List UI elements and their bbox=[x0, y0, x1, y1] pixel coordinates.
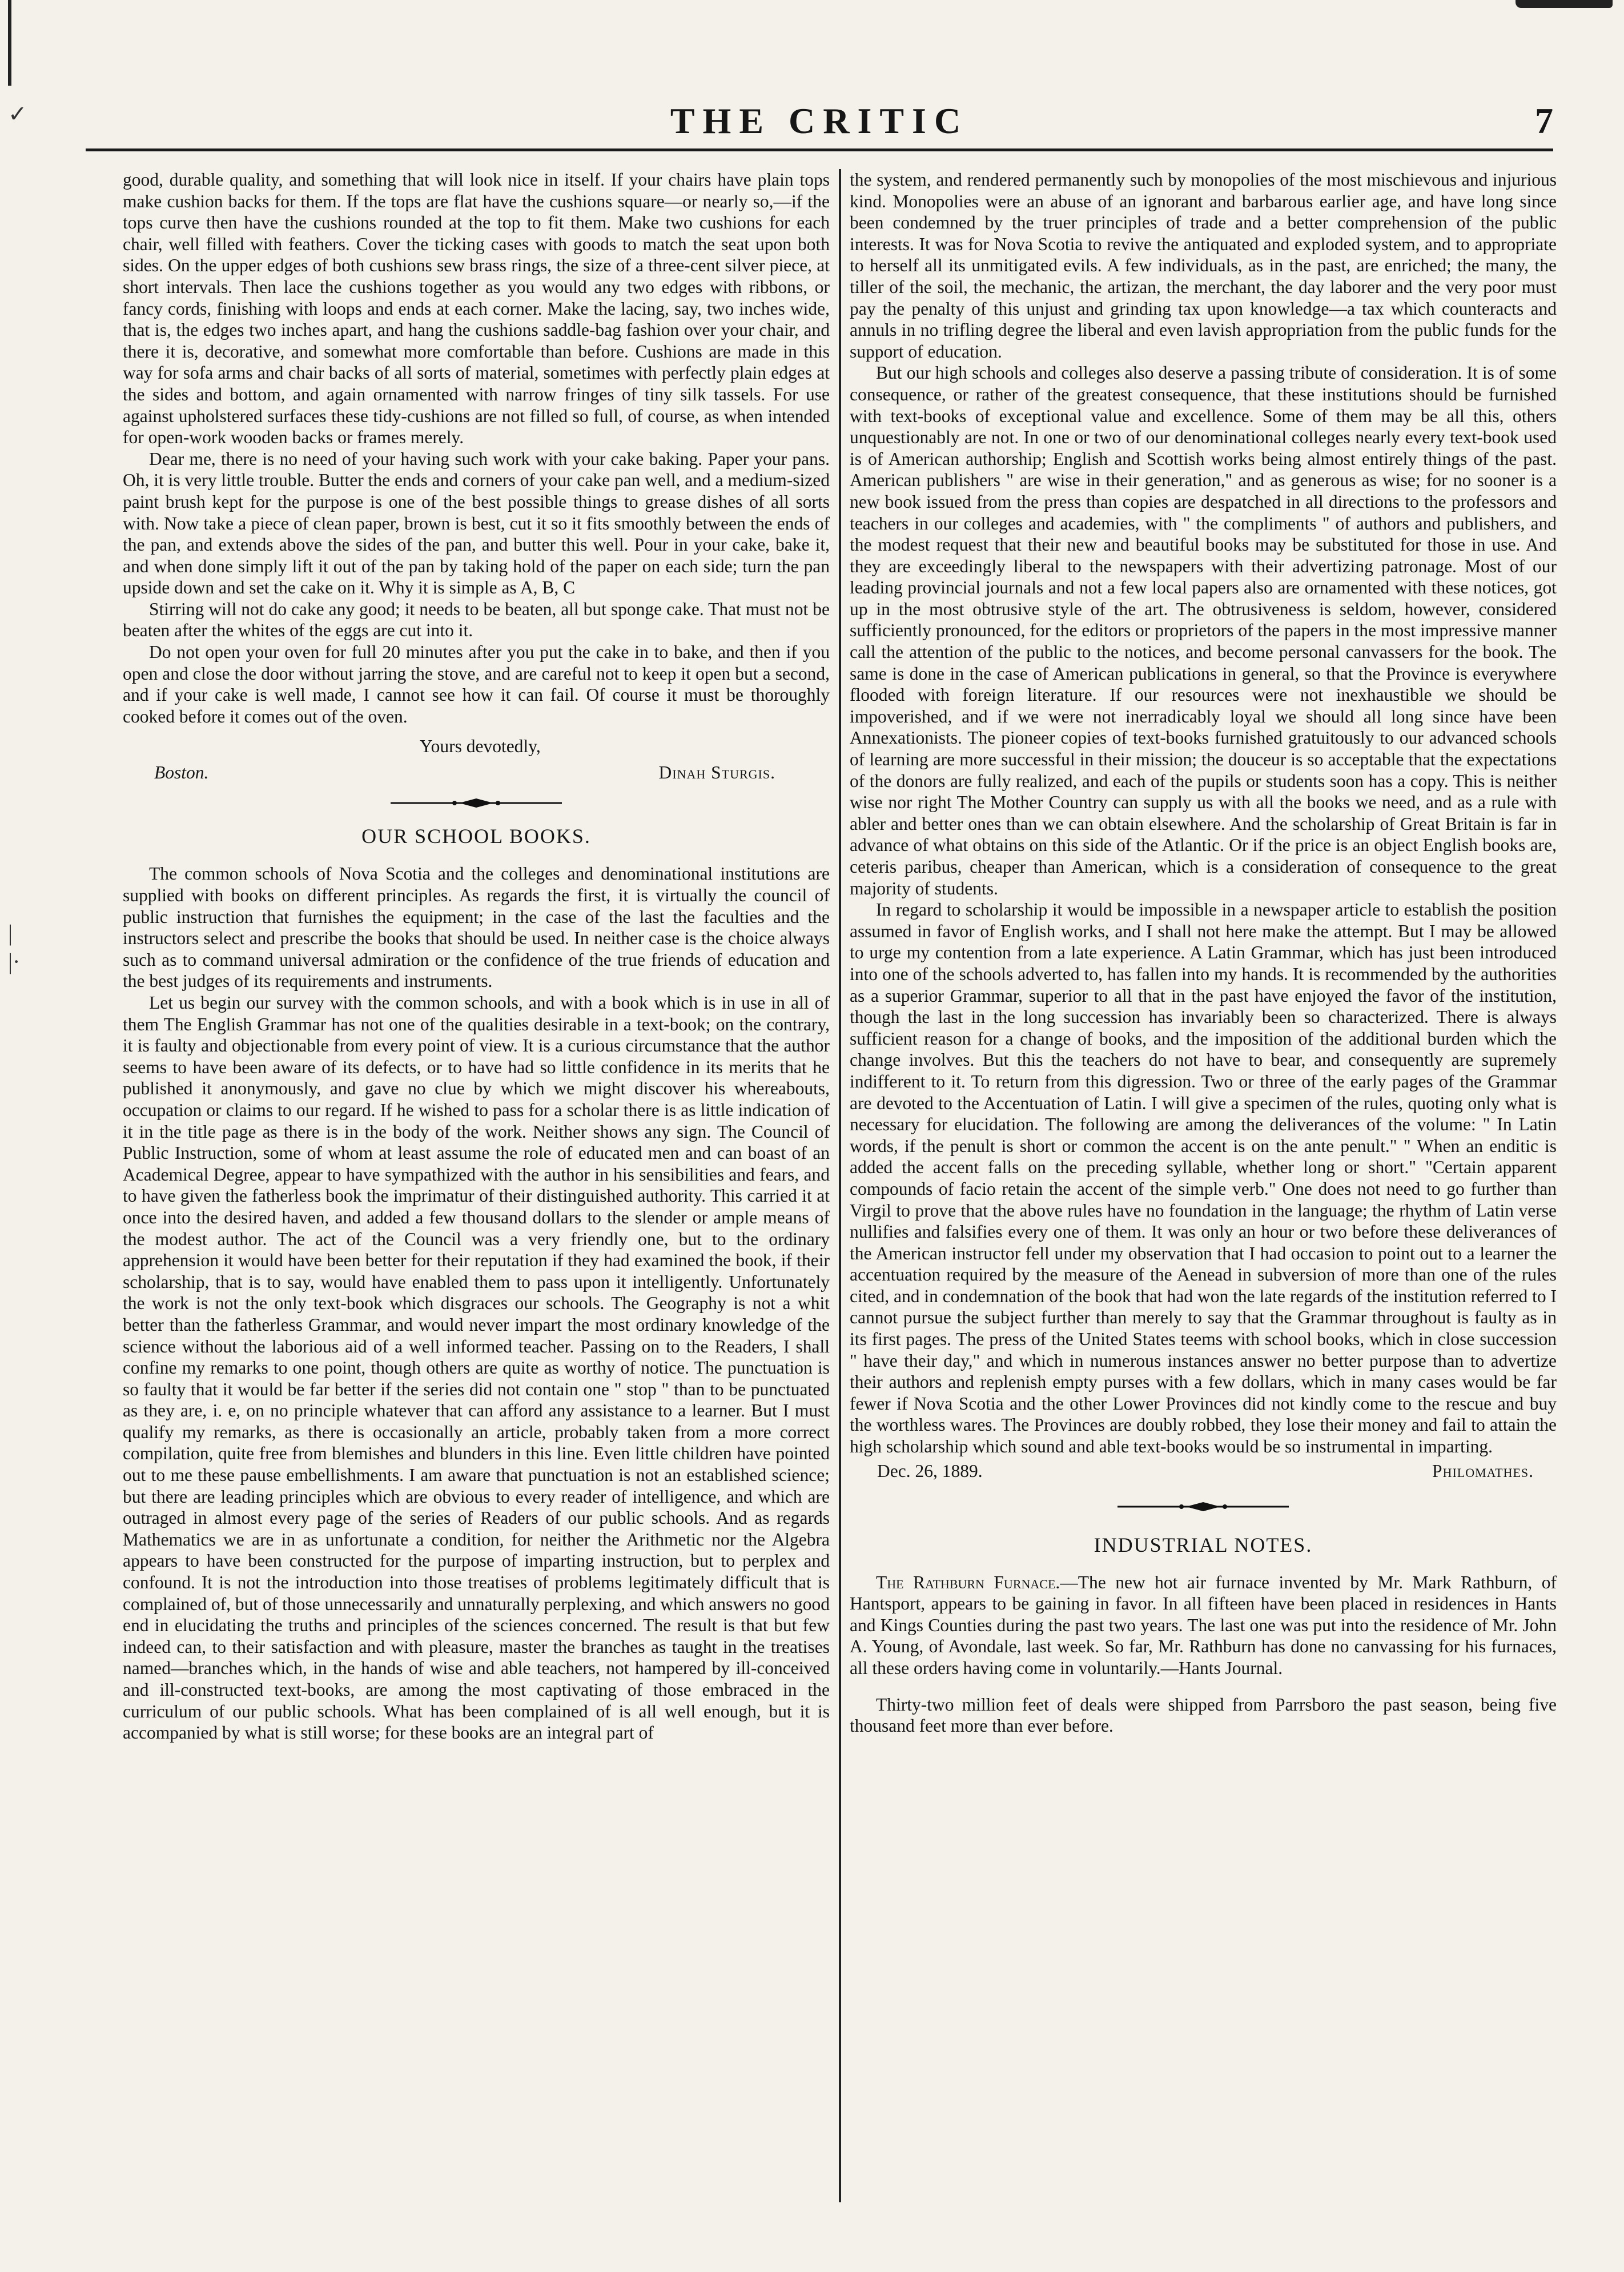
article-signature: Philomathes. bbox=[1432, 1460, 1534, 1481]
print-mark bbox=[1516, 0, 1613, 8]
letter-closing bbox=[123, 735, 830, 784]
ornament-rule-icon bbox=[1117, 1501, 1289, 1512]
article-paragraph: the system, and rendered permanently such by monopolies of the most mischievous and injurious kind. Monopolies were an abuse of an ignorant and barbarous earlier age, and have long since been condemned by the truer principles of trade and a better comprehension of the public interests. It was for Nova Scotia to revive the antiquated and exploded system, and to appropriate to herself all its unmitigated evils. A few individuals, as in the past, are enriched; the many, the tiller of the soil, the mechanic, the artizan, the merchant, the day laborer and the very poor must pay the penalty of this unjust and grinding tax upon knowledge—a tax which counteracts and annuls in no trifling degree the liberal and even lavish appropriation from the public funds for the support of education. bbox=[850, 170, 1557, 362]
article-paragraph: Do not open your oven for full 20 minutes after you put the cake in to bake, and then if you open and close the door without jarring the stove, and are careful not to keep it open but a second, and if your cake is well made, I cannot see how it can fail. Of course it must be thoroughly cooked before it comes out of the oven. bbox=[123, 642, 830, 726]
signature-row bbox=[123, 761, 830, 784]
article-paragraph: In regard to scholarship it would be impossible in a newspaper article to establish the position assumed in favor of English works, and I shall not here make the attempt. But I may be allowed to urge my contention from a late experience. A Latin Grammar, which has just been introduced into one of the schools adverted to, has fallen into my hands. It is recommended by the authorities as a superior Grammar, superior to all that in the past have enjoyed the favor of the institution, though the last in the long succession has invariably been so characterized. There is always sufficient reason for a change of books, and the imposition of the additional burden which the change involves. But this the teachers do not have to bear, and consequently are supremely indifferent to it. To return from this digression. Two or three of the early pages of the Grammar are devoted to the Accentuation of Latin. I will give a specimen of the rules, quoting only what is necessary for elucidation. The following are among the deliverances of the volume: " In Latin words, if the penult is short or common the accent is on the ante penult." " When an enditic is added the accent falls on the preceding syllable, whether long or short." "Certain apparent compounds of facio retain the accent of the simple verb." One does not need to go further than Virgil to prove that the above rules have no foundation in the language; the rhythm of Latin verse nullifies and falsifies every one of them. It was only an hour or two before these deliverances of the American instructor fell under my observation that I had occasion to point out to a learner the accentuation required by the measure of the Aenead in subversion of more than one of the rules cited, and in condemnation of the book that had won the late regards of the institution referred to I cannot pursue the subject further than merely to say that the Grammar throughout is faulty as in its first pages. The press of the United States teems with school books, which in close succession " have their day," and which in numerous instances answer no better purpose than to advertize their authors and replenish empty purses with a few dollars, which in many cases would be far fewer if Nova Scotia and the other Lower Provinces did not kindly come to the rescue and buy the worthless wares. The Provinces are doubly robbed, they lose their money and fail to attain the high scholarship which sound and able text-books would be so instrumental in imparting. bbox=[850, 900, 1557, 1457]
article-paragraph: Dear me, there is no need of your having such work with your cake baking. Paper your pans. Oh, it is very little trouble. Butter the ends and corners of your cake pan well, and a medium-sized paint brush kept for the purpose is one of the best possible things to grease dishes of all sorts with. Now take a piece of clean paper, brown is best, cut it so it fits smoothly between the ends of the pan, and extends above the sides of the pan, and butter this well. Pour in your cake, bake it, and when done simply lift it out of the pan by taking hold of the paper on each side; turn the pan upside down and set the cake on it. Why it is simple as A, B, C bbox=[123, 448, 830, 598]
publication-title: THE CRITIC bbox=[670, 101, 969, 141]
article-paragraph: The common schools of Nova Scotia and the colleges and denominational institutions are supplied with books on different principles. As regards the first, it is virtually the council of public instruction that furnishes the equipment; in the case of the last the faculties and the instructors select and prescribe the books that should be used. In neither case is the choice always such as to command universal admiration or the confidence of the true friends of education and the best judges of its requirements and instruments. bbox=[123, 864, 830, 992]
section-heading: INDUSTRIAL NOTES. bbox=[1094, 1533, 1313, 1556]
article-paragraph: Stirring will not do cake any good; it needs to be beaten, all but sponge cake. That must not be beaten after the whites of the eggs are cut into it. bbox=[123, 599, 830, 641]
section-ornament bbox=[123, 784, 830, 822]
article-date: Dec. 26, 1889. bbox=[877, 1460, 983, 1481]
article-paragraph: But our high schools and colleges also deserve a passing tribute of consideration. It is of some consequence, or rather of the greatest consequence, that these institutions should be furnished with text-books of exceptional value and excellence. Some of them may be all this, others unquestionably are not. In one or two of our denominational colleges nearly every text-book used is of American authorship; English and Scottish works being almost entirely things of the past. American publishers " are wise in their generation," and as generous as wise; for no sooner is a new book issued from the press than copies are despatched in all directions to the professors and teachers in our colleges and academies, with " the compliments " of authors and publishers, and the modest request that their new and beautiful books may be substituted for those in use. And they are exceedingly liberal to the newspapers with their advertizing patronage. Most of our leading provincial journals and not a few local papers also are ornamented with these notices, got up in the most obtrusive style of the art. The obtrusiveness is seldom, however, considered sufficiently pronounced, for the editors or proprietors of the papers in the most impressive manner call the attention of the public to the notices, and become personal canvassers for the book. The same is done in the case of American publications in general, so that the Province is everywhere flooded with foreign literature. If our resources were not inexhaustible we should be impoverished, and if we were not inerradicably loyal we should all long since have been Annexationists. The pioneer copies of text-books furnished gratuitously to our advanced schools of learning are more successful in their mission; the douceur is so acceptable that the expectations of the donors are fully realized, and each of the pupils or students soon has a copy. This is neither wise nor right The Mother Country can supply us with all the books we need, and as a rule with abler and better ones than we can obtain elsewhere. And the scholarship of Great Britain is far in advance of what obtains on this side of the Atlantic. Or if the price is an object English books are, ceteris paribus, cheaper than American, which is a consideration of consequence to the great majority of students. bbox=[850, 363, 1557, 898]
note-text: Thirty-two million feet of deals were shipped from Parrsboro the past season, being five thousand feet more than ever before. bbox=[850, 1694, 1557, 1736]
margin-mark: |· bbox=[8, 949, 21, 974]
closing-salutation: Yours devotedly, bbox=[420, 736, 541, 757]
article-paragraph: Let us begin our survey with the common schools, and with a book which is in use in all of them The English Grammar has not one of the qualities desirable in a text-book; on the contrary, it is faulty and objectionable from every point of view. It is a curious circumstance that the author seems to have been aware of its defects, or to have had so little confidence in its merits that he published it anonymously, and gave no clue by which we might discover his whereabouts, occupation or claims to our regard. If he wished to pass for a scholar there is as little indication of it in the title page as there is in the body of the work. Neither shows any sign. The Council of Public Instruction, some of whom at least assume the role of educated men and can boast of an Academical Degree, appear to have sympathized with the author in his sensibilities and fears, and to have given the fatherless book the imprimatur of their distinguished authority. This carried it at once into the desired haven, and added a few thousand dollars to the slender or ample means of the modest author. The act of the Council was a very friendly one, but to the ordinary apprehension it would have been better for their reputation if they had examined the book, if their scholarship, that is to say, would have enabled them to pass upon it intelligently. Unfortunately the work is not the only text-book which disgraces our schools. The Geography is not a whit better than the fatherless Grammar, and would never impart the most ordinary knowledge of the science without the laborious aid of a well informed teacher. Passing on to the Readers, I shall confine my remarks to one point, though others are quite as worthy of notice. The punctuation is so faulty that it would be far better if the series did not contain one " stop " than to be punctuated as they are, i. e, on no principle whatever that can afford any assistance to a learner. But I must qualify my remarks, as there is occasionally an article, probably taken from a more correct compilation, quite free from blemishes and blunders in this line. Even little children have pointed out to me these pause embellishments. I am aware that punctuation is not an established science; but there are leading principles which are obvious to every reader of intelligence, and which are outraged in almost every page of the series of Readers of our public schools. And as regards Mathematics we are in as unfortunate a condition, for neither the Arithmetic nor the Algebra appears to have been constructed for the purpose of imparting instruction, but to perplex and confound. It is not the introduction into those treatises of problems legitimately difficult that is complained of, but of those unnecessarily and unnaturally perplexing, and which answers no good end in elucidating the truths and principles of the sciences concerned. The result is that but few indeed can, to their satisfaction and with pleasure, master the branches as taught in the treatises named—branches which, in the hands of wise and able teachers, not hampered by ill-conceived and ill-constructed text-books, are among the most captivating of those embraced in the curriculum of our public schools. What has been complained of is all well enough, but it is accompanied by what is still worse; for these books are an integral part of bbox=[123, 993, 830, 1743]
note-text: —The new hot air furnace invented by Mr. Mark Rathburn, of Hantsport, appears to be gaining in favor. In all fifteen have been placed in residences in Hants and Kings Counties during the past two years. The last one was put into the residence of Mr. John A. Young, of Avondale, last week. So far, Mr. Rathburn has done no canvassing for his furnaces, all these orders having come in voluntarily.—Hants Journal. bbox=[850, 1572, 1557, 1678]
right-column bbox=[850, 169, 1557, 2248]
letter-place: Boston. bbox=[154, 762, 209, 783]
news-note bbox=[850, 1572, 1557, 1679]
article-paragraph: good, durable quality, and something that will look nice in itself. If your chairs have plain tops make cushion backs for them. If the tops are flat have the cushions square—or nearly so,—if the tops curve then have the cushions rounded at the top to fit them. Make two cushions for each chair, well filled with feathers. Cover the ticking cases with goods to match the seat upon both sides. On the upper edges of both cushions sew brass rings, the size of a three-cent silver piece, at short intervals. Then lace the cushions together as you would any two edges with ribbons, or fancy cords, finishing with loops and ends at each corner. Make the lacing, say, two inches wide, that is, the edges two inches apart, and hang the cushions saddle-bag fashion over your chair, and there it is, decorative, and somewhat more comfortable than before. Cushions are made in this way for sofa arms and chair backs of all sorts of material, sometimes with perfectly plain edges at the sides and bottom, and again ornamented with narrow fringes of tiny silk tassels. For use against upholstered surfaces these tidy-cushions are not filled so full, of course, as when intended for open-work wooden backs or frames merely. bbox=[123, 170, 830, 448]
column-divider bbox=[839, 169, 841, 2202]
left-column bbox=[123, 169, 830, 2248]
article-sign-off bbox=[850, 1460, 1557, 1483]
news-note bbox=[850, 1694, 1557, 1737]
note-run-in: The Rathburn Furnace. bbox=[876, 1572, 1060, 1592]
ornament-rule-icon bbox=[391, 797, 562, 809]
margin-mark: ✓ bbox=[8, 101, 27, 127]
left-margin-rule bbox=[8, 0, 11, 86]
margin-mark: | bbox=[8, 920, 13, 946]
page-number: 7 bbox=[1535, 101, 1553, 141]
section-heading: OUR SCHOOL BOOKS. bbox=[361, 825, 591, 848]
letter-signature: Dinah Sturgis. bbox=[658, 762, 775, 783]
section-ornament bbox=[850, 1483, 1557, 1531]
masthead bbox=[86, 86, 1553, 151]
